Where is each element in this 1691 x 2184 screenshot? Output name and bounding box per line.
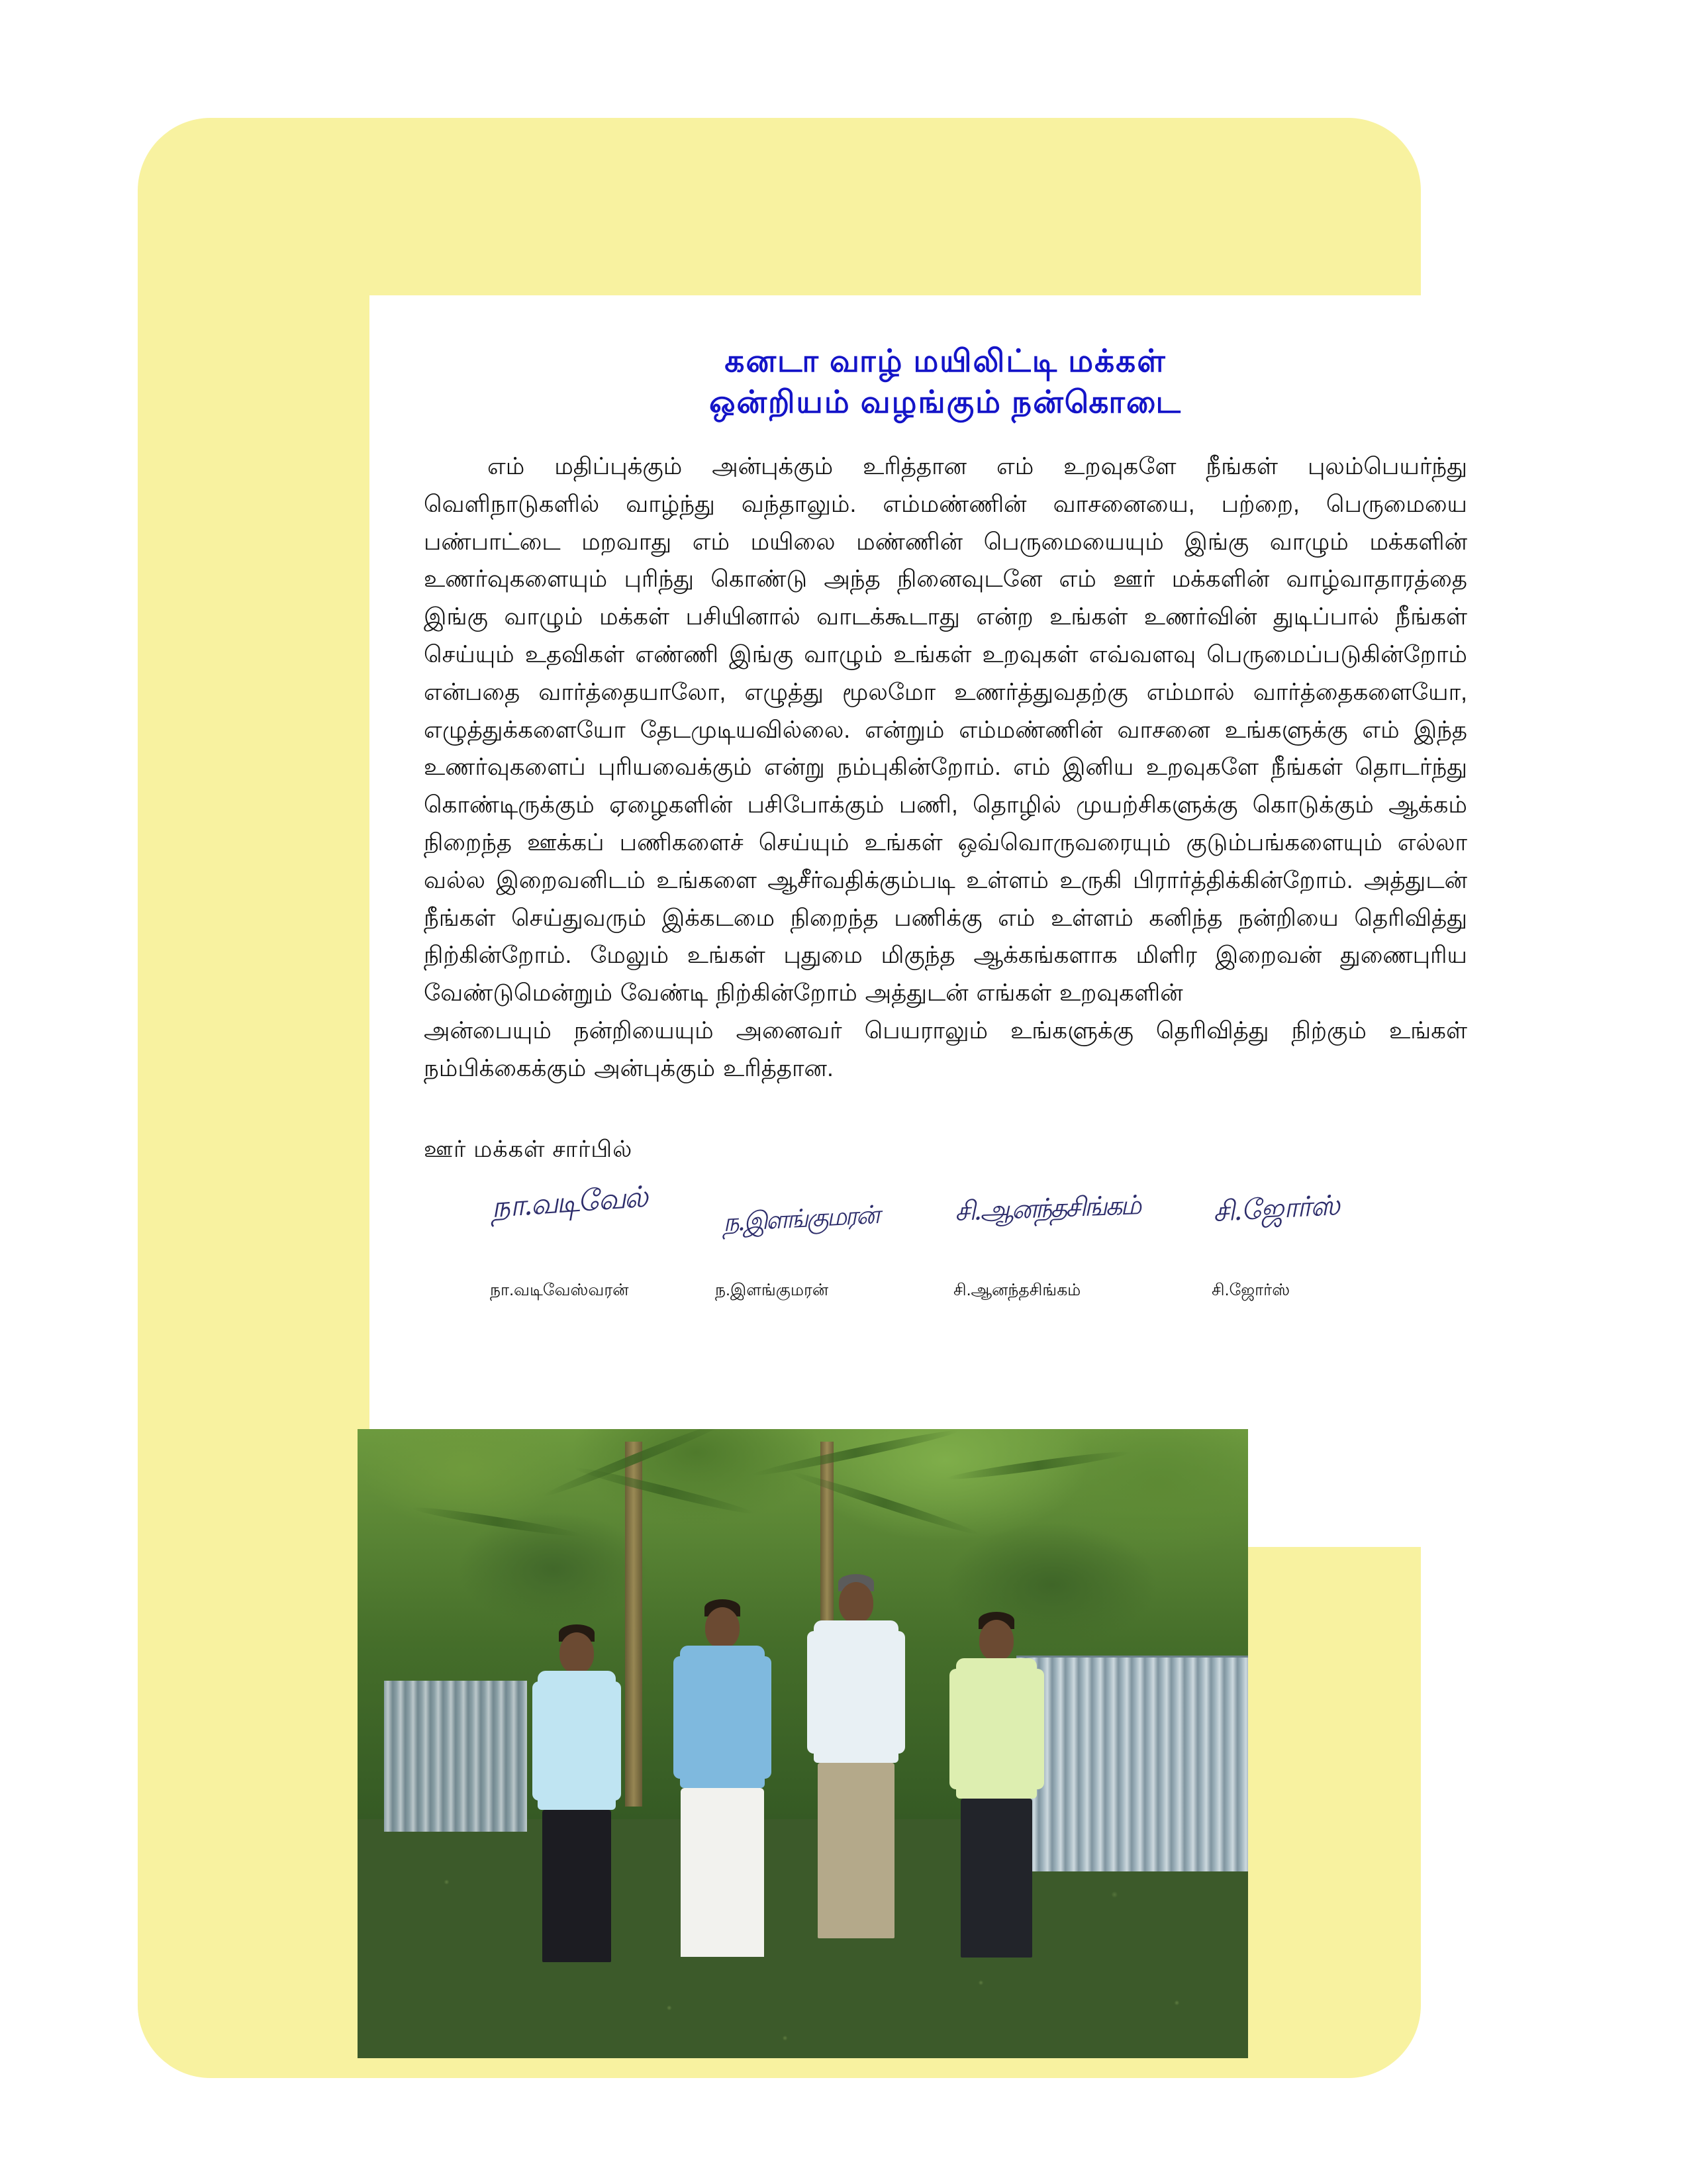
signature-mark-1: நா.வடிவேல்: [490, 1179, 648, 1224]
person-2-head: [705, 1607, 740, 1648]
person-1-head: [559, 1632, 594, 1673]
letter-signoff: ஊர் மக்கள் சார்பில்: [424, 1136, 633, 1162]
letter-paragraph-2: அன்பையும் நன்றியையும் அனைவர் பெயராலும் உங்களுக்கு தெரிவித்து நிற்கும் உங்கள் நம்பிக்கைக்கும் அன்புக்கும் உரித்தான.: [424, 1017, 1467, 1081]
person-3-arm-right: [891, 1631, 905, 1754]
person-1-trousers: [542, 1810, 611, 1962]
person-4-arm-right: [1030, 1669, 1044, 1789]
group-photograph: [358, 1429, 1248, 2058]
person-3-head: [839, 1582, 873, 1623]
letter-title-line-1: கனடா வாழ் மயிலிட்டி மக்கள்: [724, 343, 1167, 378]
letter-body: [405, 448, 1486, 1087]
signatory-name-1: நா.வடிவேஸ்வரன்: [490, 1280, 629, 1299]
person-4-shirt: [956, 1658, 1037, 1799]
letter-title: [405, 323, 1486, 426]
person-3-arm-left: [807, 1631, 822, 1754]
letter-title-line-2: ஒன்றியம் வழங்கும் நன்கொடை: [709, 384, 1182, 420]
person-1-arm-right: [606, 1681, 621, 1801]
signatory-name-4: சி.ஜோர்ஸ்: [1212, 1280, 1290, 1299]
person-3-trousers: [818, 1763, 894, 1938]
person-3: [803, 1574, 909, 2040]
person-4-arm-left: [949, 1669, 964, 1789]
person-4-trousers: [961, 1799, 1032, 1958]
person-4-head: [979, 1620, 1014, 1661]
person-2-veshti: [681, 1788, 764, 1957]
signature-mark-4: சி.ஜோர்ஸ்: [1212, 1188, 1340, 1228]
person-2: [669, 1599, 775, 2040]
signatory-names-row: [405, 1281, 1486, 1320]
palm-trunk-left: [625, 1442, 642, 1807]
letter-panel: [369, 295, 1522, 1547]
person-4: [945, 1612, 1048, 2040]
person-2-arm-right: [757, 1656, 771, 1779]
signature-mark-2: ந.இளங்குமரன்: [722, 1199, 879, 1237]
person-1: [527, 1624, 626, 2040]
signatory-name-2: ந.இளங்குமரன்: [715, 1280, 829, 1299]
signatory-name-3: சி.ஆனந்தசிங்கம்: [953, 1280, 1081, 1299]
photograph-content: [358, 1429, 1248, 2058]
person-1-shirt: [538, 1671, 616, 1810]
signature-row: [405, 1181, 1486, 1281]
person-1-arm-left: [532, 1681, 547, 1801]
person-2-shirt: [680, 1646, 765, 1788]
person-3-shirt: [814, 1620, 898, 1763]
letter-paragraph-1: எம் மதிப்புக்கும் அன்புக்கும் உரித்தான எம் உறவுகளே நீங்கள் புலம்பெயர்ந்து வெளிநாடுகளில் வாழ்ந்து வந்தாலும். எம்மண்ணின் வாசனையை, பற்றை, பெருமையை பண்பாட்டை மறவாது எம் மயிலை மண்ணின் பெருமையையும் இங்கு வாழும் மக்களின் உணர்வுகளையும் புரிந்து கொண்டு அந்த நினைவுடனே எம் ஊர் மக்களின் வாழ்வாதாரத்தை இங்கு வாழும் மக்கள் பசியினால் வாடக்கூடாது என்ற உங்கள் உணர்வின் துடிப்பால் நீங்கள் செய்யும் உதவிகள் எண்ணி இங்கு வாழும் உங்கள் உறவுகள் எவ்வளவு பெருமைப்படுகின்றோம் என்பதை வார்த்தையாலோ, எழுத்து மூலமோ உணர்த்துவதற்கு எம்மால் வார்த்தைகளையோ, எழுத்துக்களையோ தேடமுடியவில்லை. என்றும் எம்மண்ணின் வாசனை உங்களுக்கு எம் இந்த உணர்வுகளைப் புரியவைக்கும் என்று நம்புகின்றோம். எம் இனிய உறவுகளே நீங்கள் தொடர்ந்து கொண்டிருக்கும் ஏழைகளின் பசிபோக்கும் பணி, தொழில் முயற்சிகளுக்கு கொடுக்கும் ஆக்கம் நிறைந்த ஊக்கப் பணிகளைச் செய்யும் உங்கள் ஒவ்வொருவரையும் குடும்பங்களையும் எல்லா வல்ல இறைவனிடம் உங்களை ஆசீர்வதிக்கும்படி உள்ளம் உருகி பிரார்த்திக்கின்றோம். அத்துடன் நீங்கள் செய்துவரும் இக்கடமை நிறைந்த பணிக்கு எம் உள்ளம் கனிந்த நன்றியை தெரிவித்து நிற்கின்றோம். மேலும் உங்கள் புதுமை மிகுந்த ஆக்கங்களாக மிளிர இறைவன் துணைபுரிய வேண்டுமென்றும் வேண்டி நிற்கின்றோம் அத்துடன் எங்கள் உறவுகளின்: [424, 453, 1467, 1007]
person-2-arm-left: [673, 1656, 688, 1779]
signature-mark-3: சி.ஆனந்தசிங்கம்: [954, 1189, 1140, 1227]
